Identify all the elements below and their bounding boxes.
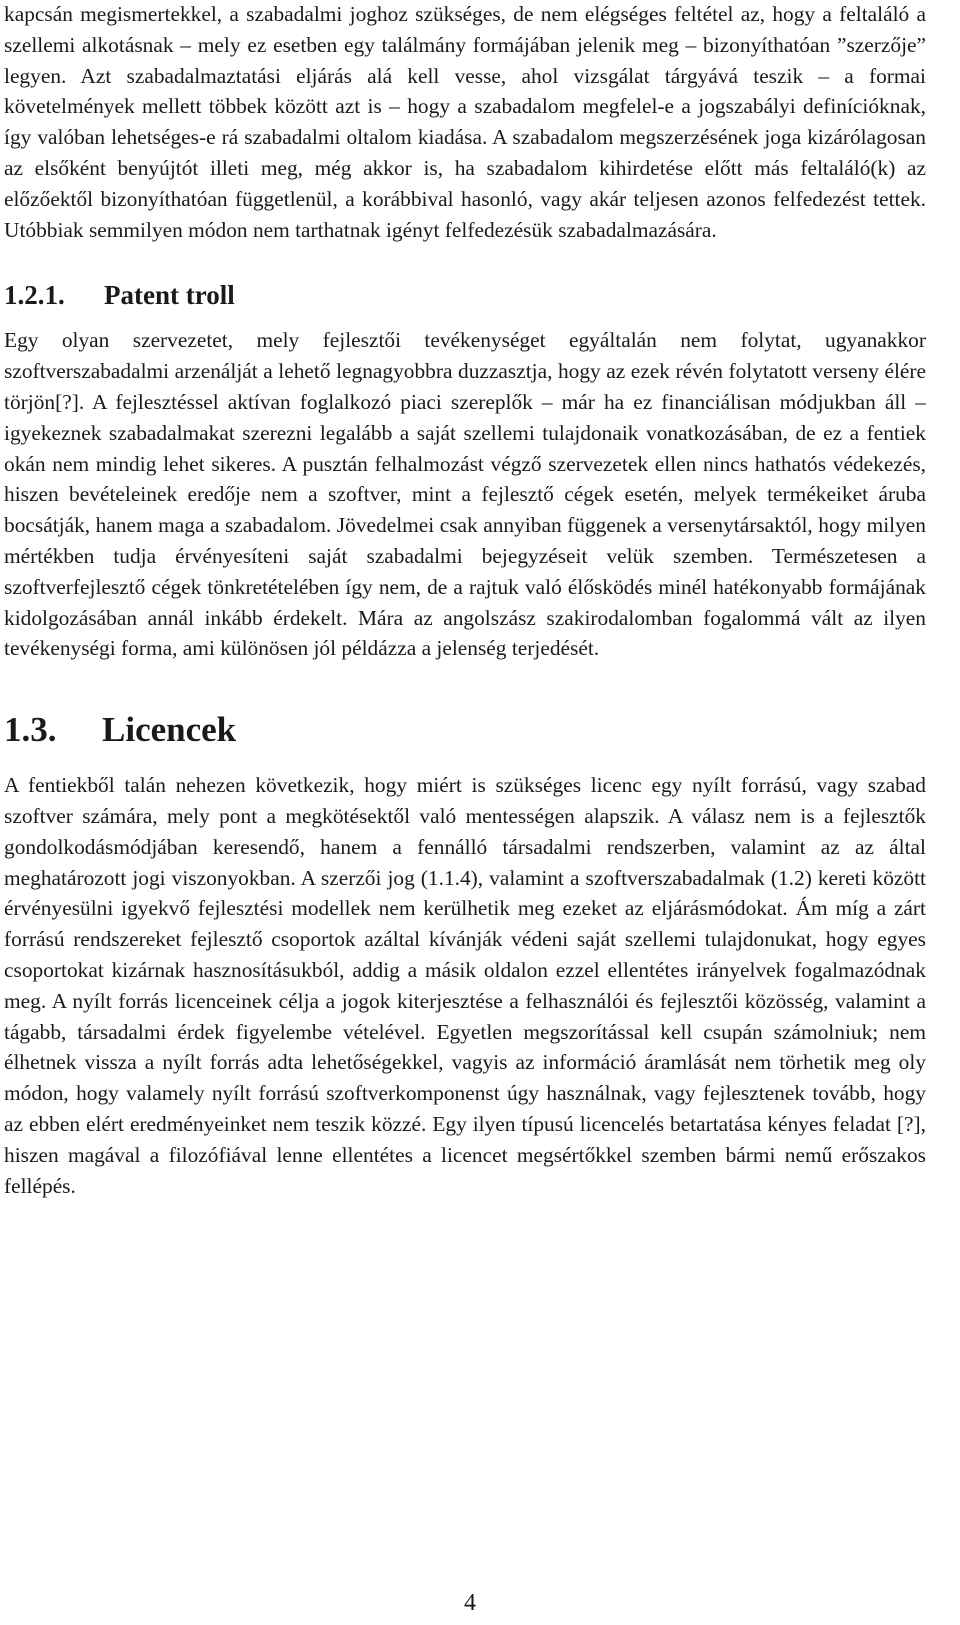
subsection-paragraph: Egy olyan szervezetet, mely fejlesztői tevékenységet egyáltalán nem folytat, ugyanakkor szoftverszabadalmi arzenálját a lehető legnagyobbra duzzasztja, hogy az ezek révén folytatott verseny élére törjön[?]. A fejlesztéssel aktívan foglalkozó piaci szereplők – már ha ez financiálisan módjukban áll – igyekeznek szabadalmakat szerezni legalább a saját szellemi tulajdonaik vonatkozásában, de ez a fentiek okán nem mindig lehet sikeres. A pusztán felhalmozást végző szervezetek ellen nincs hathatós védekezés, hiszen bevételeinek eredője nem a szoftver, mint a fejlesztő cégek esetén, melyek termékeiket áruba bocsátják, hanem maga a szabadalom. Jövedelmei csak annyiban függenek a versenytársaktól, hogy milyen mértékben tudja érvényesíteni saját szabadalmi bejegyzéseit velük szemben. Természetesen a szoftverfejlesztő cégek tönkretételében így nem, de a rajtuk való élősködés minél hatékonyabb formájának kidolgozásában annál inkább érdekelt. Mára az angolszász szakirodalomban fogalommá vált az ilyen tevékenységi forma, ami különösen jól példázza a jelenség terjedését. xyxy=(4,328,926,661)
section-heading xyxy=(4,706,926,754)
intro-paragraph: kapcsán megismertekkel, a szabadalmi joghoz szükséges, de nem elégséges feltétel az, hogy a feltaláló a szellemi alkotásnak – mely ez esetben egy találmány formájában jelenik meg – bizonyíthatóan ”szerzője” legyen. Azt szabadalmaztatási eljárás alá kell vesse, ahol vizsgálat tárgyává teszik – a formai követelmények mellett többek között azt is – hogy a szabadalom megfelel-e a jogszabályi definícióknak, így valóban lehetséges-e rá szabadalmi oltalom kiadása. A szabadalom megszerzésének joga kizárólagosan az elsőként benyújtót illeti meg, még akkor is, ha szabadalom kihirdetése előtt más feltaláló(k) az előzőektől bizonyíthatóan függetlenül, a korábbival hasonló, vagy akár teljesen azonos felfedezést tettek. Utóbbiak semmilyen módon nem tarthatnak igényt felfedezésük szabadalmazására. xyxy=(4,2,926,242)
subsection-number: 1.2.1. xyxy=(4,280,65,311)
section-title: Licencek xyxy=(102,710,237,750)
section-paragraph: A fentiekből talán nehezen következik, hogy miért is szükséges licenc egy nyílt forrású, vagy szabad szoftver számára, mely pont a megkötésektől való mentességen alapszik. A válasz nem is a fejlesztők gondolkodásmódjában keresendő, hanem a fennálló társadalmi rendszerben, valamint az az által meghatározott jogi viszonyokban. A szerzői jog (1.1.4), valamint a szoftverszabadalmak (1.2) kereti között érvényesülni igyekvő fejlesztési modellek nem kerülhetik meg ezeket az eljárásmódokat. Ám míg a zárt forrású rendszereket fejlesztő csoportok azáltal kívánják védeni saját szellemi tulajdonukat, hogy egyes csoportokat kizárnak hasznosításukból, addig a másik oldalon ezzel ellentétes irányelvek fogalmazódnak meg. A nyílt forrás licenceinek célja a jogok kiterjesztése a felhasználói és fejlesztői közösség, valamint a tágabb, társadalmi érdek figyelembe vételével. Egyetlen megszorítással kell csupán számolniuk; nem élhetnek vissza a nyílt forrás adta lehetőségekkel, vagyis az információ áramlását nem törhetik meg oly módon, hogy valamely nyílt forrású szoftverkomponenst úgy használnak, vagy fejlesztenek tovább, hogy az ebben elért eredményeinket nem teszik közzé. Egy ilyen típusú licencelés betartatása kényes feladat [?], hiszen magával a filozófiával lenne ellentétes a licencet megsértőkkel szemben bármi nemű erőszakos fellépés. xyxy=(4,773,926,1198)
document-page xyxy=(4,0,926,1201)
section-number: 1.3. xyxy=(4,710,57,750)
page-number: 4 xyxy=(464,1590,476,1616)
subsection-heading xyxy=(4,275,926,315)
subsection-title: Patent troll xyxy=(104,280,235,311)
